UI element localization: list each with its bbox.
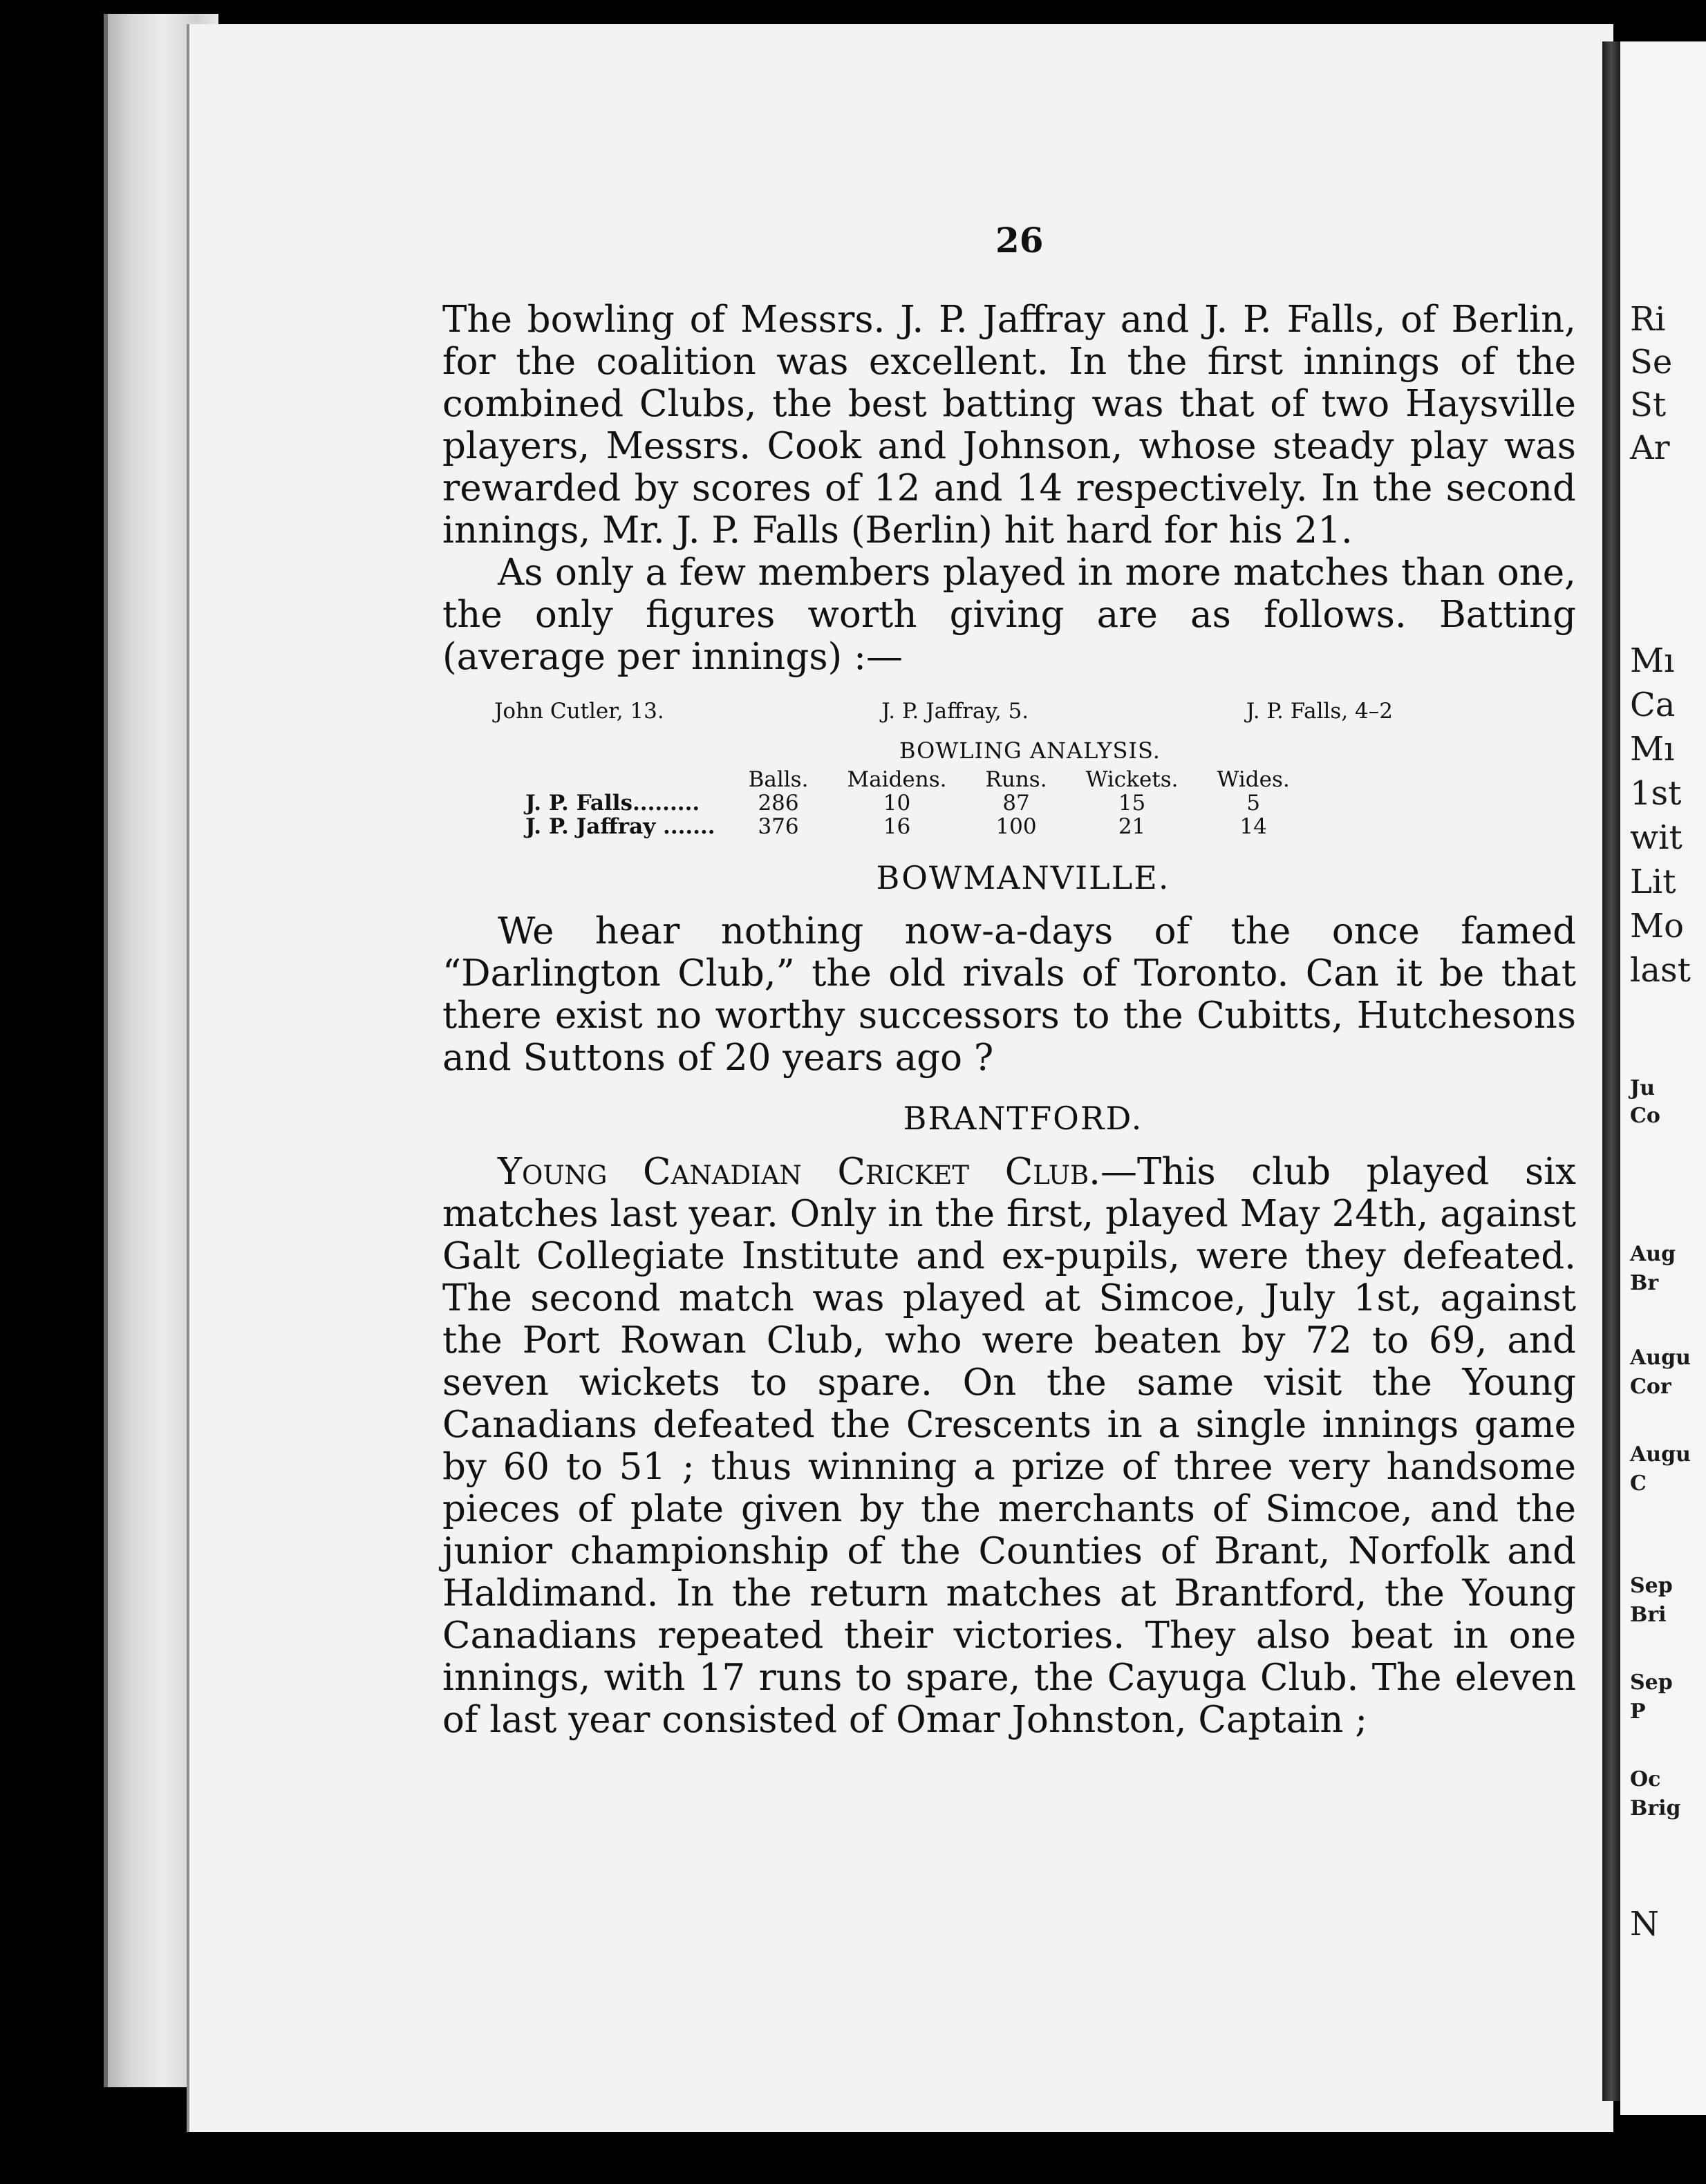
paragraph-batting-intro: As only a few members played in more matches than one, the only figures worth giving are as follows. Batting (average per innings) :— — [442, 552, 1576, 678]
paragraph-bowling-coalition: The bowling of Messrs. J. P. Jaffray and J. P. Falls, of Berlin, for the coalition was excellent. In the first innings of the combined Clubs, the best batting was that of two Haysville players, Messrs. Cook and Johnson, whose steady play was rewarded by scores of 12 and 14 respectively. In the second innings, Mr. J. P. Falls (Berlin) hit hard for his 21. — [442, 299, 1576, 552]
facing-fragment: Se — [1630, 343, 1673, 382]
table-cell: 15 — [1118, 791, 1146, 816]
table-cell: 14 — [1239, 814, 1267, 839]
facing-fragment: Mo — [1630, 907, 1685, 945]
facing-fragment: C — [1630, 1471, 1647, 1496]
table-cell: 16 — [883, 814, 911, 839]
facing-fragment: wit — [1630, 818, 1682, 857]
paragraph-young-canadian — [442, 1151, 1576, 1741]
table-row — [525, 791, 1309, 815]
bowler-name: J. P. Falls......... — [525, 791, 700, 816]
table-cell: 376 — [758, 814, 799, 839]
facing-fragment: Br — [1630, 1271, 1659, 1295]
facing-fragment: last — [1630, 951, 1691, 990]
table-header: Wickets. — [1085, 767, 1179, 792]
table-cell: 87 — [1002, 791, 1030, 816]
batting-averages — [494, 699, 1393, 724]
facing-fragment: Augu — [1630, 1442, 1691, 1467]
batting-entry: J. P. Falls, 4–2 — [1246, 699, 1393, 724]
facing-fragment: Ca — [1630, 686, 1676, 724]
page-body — [442, 299, 1576, 1741]
facing-fragment: P — [1630, 1700, 1646, 1724]
facing-fragment: Lit — [1630, 863, 1676, 901]
table-cell: 21 — [1118, 814, 1146, 839]
facing-fragment: Mı — [1630, 641, 1675, 680]
facing-fragment: Cor — [1630, 1375, 1671, 1399]
facing-fragment: Bri — [1630, 1603, 1667, 1627]
facing-fragment: Co — [1630, 1104, 1660, 1128]
facing-fragment: Sep — [1630, 1574, 1673, 1598]
club-name: Young Canadian Cricket Club. — [498, 1151, 1101, 1193]
facing-fragment: Sep — [1630, 1670, 1673, 1695]
table-header: Balls. — [748, 767, 809, 792]
table-header — [525, 768, 729, 791]
facing-fragment: N — [1630, 1905, 1659, 1943]
table-header: Runs. — [985, 767, 1047, 792]
facing-page — [1620, 41, 1706, 2115]
table-cell: 10 — [883, 791, 911, 816]
facing-fragment: Brig — [1630, 1796, 1681, 1820]
table-row — [525, 815, 1309, 838]
bowler-name: J. P. Jaffray ....... — [525, 814, 715, 839]
paragraph-text: —This club played six matches last year. Only in the first, played May 24th, against Galt Collegiate Institute and ex-pupils, were they defeated. The second match was played at Simcoe, July 1st, against the Port Rowan Club, who were beaten by 72 to 69, and seven wickets to spare. On the same visit the Young Canadians defeated the Crescents in a single innings game by 60 to 51 ; thus winning a prize of three very handsome pieces of plate given by the merchants of Simcoe, and the junior championship of the Counties of Brant, Norfolk and Haldimand. In the return matches at Brantford, the Young Canadians repeated their victories. They also beat in one innings, with 17 runs to spare, the Cayuga Club. The eleven of last year consisted of Omar Johnston, Captain ; — [442, 1151, 1576, 1741]
paragraph-darlington: We hear nothing now-a-days of the once famed “Darlington Club,” the old rivals of Toronto. Can it be that there exist no worthy successors to the Cubitts, Hutchesons and Suttons of 20 years ago ? — [442, 910, 1576, 1079]
facing-fragment: 1st — [1630, 774, 1682, 813]
facing-fragment: St — [1630, 386, 1667, 424]
table-header-row — [525, 768, 1309, 791]
table-header: Maidens. — [847, 767, 947, 792]
facing-fragment: Aug — [1630, 1242, 1676, 1266]
facing-fragment: Mı — [1630, 730, 1675, 769]
bowling-analysis-title: BOWLING ANALYSIS. — [899, 737, 1161, 764]
heading-bowmanville: BOWMANVILLE. — [876, 859, 1170, 896]
facing-fragment: Ju — [1630, 1076, 1656, 1100]
facing-fragment: Ar — [1630, 429, 1670, 467]
batting-entry: J. P. Jaffray, 5. — [881, 699, 1029, 724]
table-cell: 286 — [758, 791, 799, 816]
facing-fragment: Augu — [1630, 1346, 1691, 1370]
heading-brantford: BRANTFORD. — [903, 1100, 1143, 1137]
table-header: Wides. — [1217, 767, 1290, 792]
book-gutter — [1602, 41, 1620, 2101]
table-cell: 5 — [1246, 791, 1260, 816]
facing-fragment: Ri — [1630, 300, 1666, 339]
table-cell: 100 — [995, 814, 1037, 839]
page-number: 26 — [995, 220, 1044, 261]
bowling-analysis-table — [525, 768, 1309, 838]
facing-fragment: Oc — [1630, 1767, 1661, 1791]
batting-entry: John Cutler, 13. — [494, 699, 664, 724]
